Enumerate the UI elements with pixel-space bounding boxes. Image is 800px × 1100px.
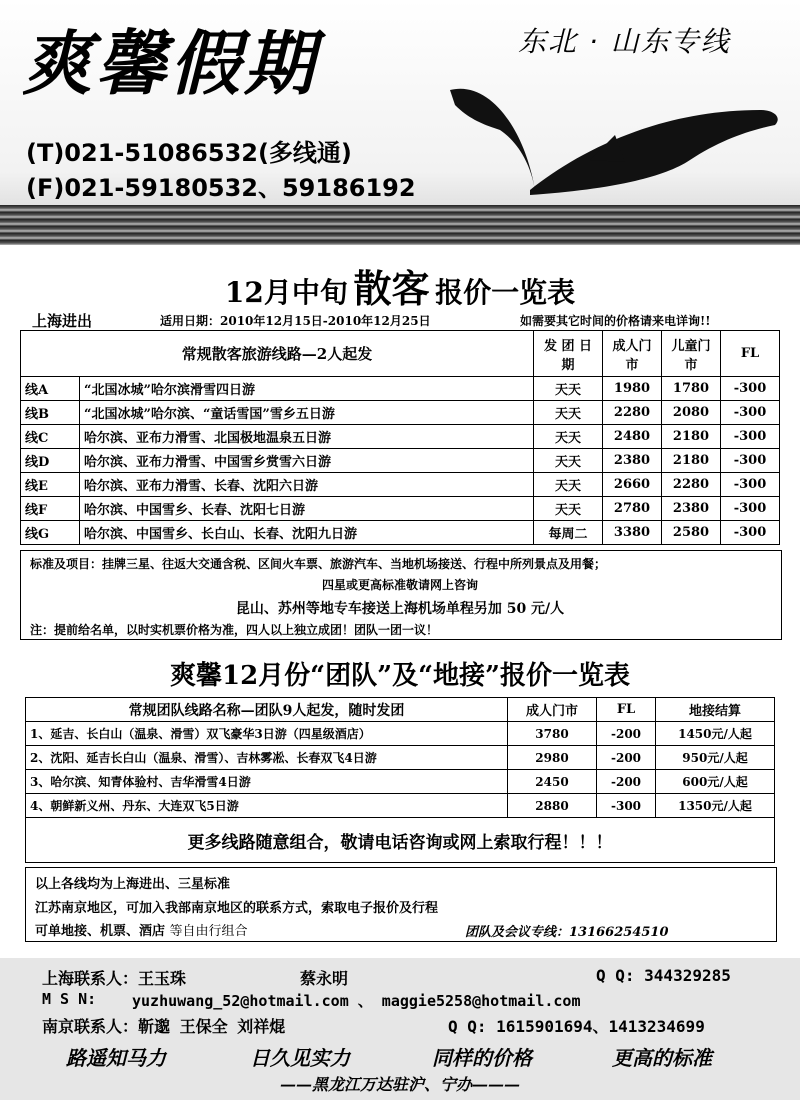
fax: (F)021-59180532、59186192	[26, 174, 416, 202]
route-code: 线E	[21, 473, 80, 497]
retail-price-table	[20, 330, 780, 545]
group-local: 950元/人起	[656, 746, 775, 770]
group-adult: 2980	[508, 746, 597, 770]
route-code: 线C	[21, 425, 80, 449]
dolphin-image	[430, 70, 790, 220]
route-code: 线D	[21, 449, 80, 473]
brand-logo: 爽馨假期	[22, 22, 318, 105]
child-price: 2380	[662, 497, 721, 521]
fl-value: -300	[721, 521, 780, 545]
child-price: 2080	[662, 401, 721, 425]
route-row	[21, 521, 780, 545]
col-group-adult: 成人门市	[508, 698, 597, 722]
group-fl: -200	[597, 722, 656, 746]
route-name: 哈尔滨、中国雪乡、长春、沈阳七日游	[80, 497, 534, 521]
col-group-local: 地接结算	[656, 698, 775, 722]
route-row	[21, 425, 780, 449]
slogan-3: 同样的价格	[432, 1046, 532, 1070]
route-date: 天天	[534, 401, 603, 425]
water-strip	[0, 205, 800, 245]
telephone: (T)021-51086532(多线通)	[26, 139, 352, 167]
region-label: 东北 · 山东专线	[518, 25, 731, 58]
adult-price: 2280	[603, 401, 662, 425]
route-date: 天天	[534, 449, 603, 473]
group-row	[26, 746, 775, 770]
route-date: 天天	[534, 473, 603, 497]
info1-a: 以上各线均为	[35, 877, 114, 892]
info-line-2: 江苏南京地区，可加入我部南京地区的联系方式，索取电子报价及行程	[35, 901, 439, 916]
valid-dates: 适用日期：2010年12月15日-2010年12月25日	[160, 314, 431, 328]
table-header-row	[21, 331, 780, 377]
title-part-a: 12月中旬	[224, 276, 348, 309]
adult-price: 2480	[603, 425, 662, 449]
group-route: 3、哈尔滨、知青体验村、吉华滑雪4日游	[26, 770, 508, 794]
adult-price: 2380	[603, 449, 662, 473]
slogan-2: 日久见实力	[250, 1046, 350, 1070]
shanghai-label: 上海进出	[32, 312, 93, 330]
more-routes-row	[26, 818, 775, 863]
office-line: ——黑龙江万达驻沪、宁办———	[279, 1075, 520, 1094]
sh-contact-2: 蔡永明	[300, 969, 349, 988]
adult-price: 1980	[603, 377, 662, 401]
col-route: 常规散客旅游线路—2人起发	[21, 331, 534, 377]
adult-price: 2780	[603, 497, 662, 521]
group-row	[26, 770, 775, 794]
adult-price: 3380	[603, 521, 662, 545]
group-local: 600元/人起	[656, 770, 775, 794]
header-banner	[0, 0, 800, 245]
child-price: 2280	[662, 473, 721, 497]
four-star-note: 四星或更高标准敬请网上咨询	[321, 578, 478, 592]
route-code: 线A	[21, 377, 80, 401]
group-local: 1350元/人起	[656, 794, 775, 818]
col-date: 发 团 日期	[534, 331, 603, 377]
child-price: 2180	[662, 449, 721, 473]
route-row	[21, 401, 780, 425]
section1-subline	[0, 312, 800, 332]
group-route: 1、延吉、长白山（温泉、滑雪）双飞豪华3日游（四星级酒店）	[26, 722, 508, 746]
nj-contact: 南京联系人：靳邈 王保全 刘祥焜	[42, 1017, 286, 1036]
route-date: 天天	[534, 497, 603, 521]
child-price: 2180	[662, 425, 721, 449]
col-group-fl: FL	[597, 698, 656, 722]
fl-value: -300	[721, 377, 780, 401]
info3-b: 等自由行组合	[169, 924, 248, 939]
slogan-4: 更高的标准	[612, 1046, 712, 1070]
group-fl: -200	[597, 746, 656, 770]
standard-note: 标准及项目：挂牌三星、往返大交通含税、区间火车票、旅游汽车、当地机场接送、行程中所列景点及用餐；	[30, 557, 607, 571]
hotline: 团队及会议专线：13166254510	[465, 925, 669, 940]
route-date: 天天	[534, 425, 603, 449]
fl-value: -300	[721, 449, 780, 473]
col-adult: 成人门市	[603, 331, 662, 377]
fl-value: -300	[721, 497, 780, 521]
group-route: 2、沈阳、延吉长白山（温泉、滑雪）、吉林雾凇、长春双飞4日游	[26, 746, 508, 770]
section2-title: 爽馨12月份“团队”及“地接”报价一览表	[169, 661, 630, 691]
route-date: 天天	[534, 377, 603, 401]
section1-title	[0, 258, 800, 313]
group-row	[26, 794, 775, 818]
route-name: 哈尔滨、亚布力滑雪、长春、沈阳六日游	[80, 473, 534, 497]
more-routes-text: 更多线路随意组合，敬请电话咨询或网上索取行程！！！	[26, 818, 775, 863]
group-price-table	[25, 697, 775, 863]
qq-line-2: Q Q: 1615901694、1413234699	[448, 1017, 705, 1036]
fl-value: -300	[721, 425, 780, 449]
sh-contact-1: 上海联系人：王玉珠	[42, 969, 187, 988]
col-child: 儿童门市	[662, 331, 721, 377]
route-name: 哈尔滨、中国雪乡、长白山、长春、沈阳九日游	[80, 521, 534, 545]
route-code: 线G	[21, 521, 80, 545]
route-date: 每周二	[534, 521, 603, 545]
group-adult: 3780	[508, 722, 597, 746]
group-row	[26, 722, 775, 746]
child-price: 2580	[662, 521, 721, 545]
child-price: 1780	[662, 377, 721, 401]
route-row	[21, 497, 780, 521]
route-code: 线B	[21, 401, 80, 425]
msn-label: M S N:	[42, 990, 97, 1008]
route-name: 哈尔滨、亚布力滑雪、中国雪乡赏雪六日游	[80, 449, 534, 473]
group-local: 1450元/人起	[656, 722, 775, 746]
slogan-1: 路遥知马力	[66, 1046, 166, 1070]
adult-price: 2660	[603, 473, 662, 497]
col-group-route: 常规团队线路名称—团队9人起发，随时发团	[26, 698, 508, 722]
kunshan-note: 昆山、苏州等地专车接送上海机场单程另加 50 元/人	[235, 601, 565, 617]
info-line-1	[35, 873, 230, 892]
info1-b: 上海进出、三星标准	[113, 877, 231, 892]
group-fl: -300	[597, 794, 656, 818]
group-adult: 2450	[508, 770, 597, 794]
footer-contacts	[0, 958, 800, 1100]
route-name: 哈尔滨、亚布力滑雪、北国极地温泉五日游	[80, 425, 534, 449]
group-adult: 2880	[508, 794, 597, 818]
info3-a: 可单地接、机票、酒店	[35, 924, 166, 939]
fl-value: -300	[721, 473, 780, 497]
route-row	[21, 449, 780, 473]
title-part-c: 报价一览表	[435, 276, 576, 309]
title-part-b: 散客	[353, 266, 430, 311]
col-fl: FL	[721, 331, 780, 377]
msn-accounts: yuzhuwang_52@hotmail.com 、 maggie5258@hotmail.com	[132, 992, 581, 1010]
route-code: 线F	[21, 497, 80, 521]
group-route: 4、朝鲜新义州、丹东、大连双飞5日游	[26, 794, 508, 818]
route-name: “北国冰城”哈尔滨滑雪四日游	[80, 377, 534, 401]
info-line-3	[35, 920, 248, 939]
route-row	[21, 473, 780, 497]
final-note: 注：提前给名单，以时实机票价格为准，四人以上独立成团！团队一团一议！	[30, 623, 439, 637]
qq-line-1: Q Q: 344329285	[596, 966, 731, 985]
table-header-row	[26, 698, 775, 722]
fl-value: -300	[721, 401, 780, 425]
route-name: “北国冰城”哈尔滨、“童话雪国”雪乡五日游	[80, 401, 534, 425]
route-row	[21, 377, 780, 401]
inquiry-note: 如需要其它时间的价格请来电详询!!	[520, 314, 711, 328]
group-fl: -200	[597, 770, 656, 794]
